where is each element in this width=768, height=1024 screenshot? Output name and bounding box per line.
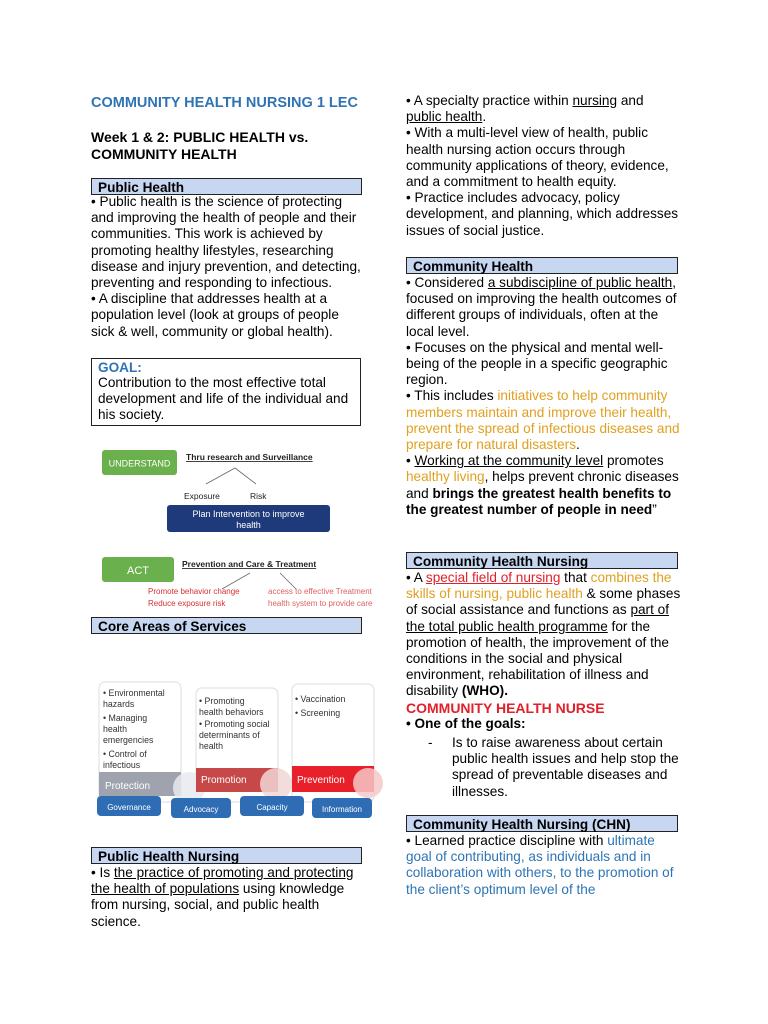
health-system-label: health system to provide care (268, 599, 373, 608)
prevention-items: • Vaccination • Screening (295, 694, 346, 718)
plan-intervention-line2: health (236, 520, 261, 530)
understand-label: UNDERSTAND (108, 458, 171, 469)
goal-dash: - (428, 735, 433, 750)
community-health-nursing-header: Community Health Nursing (406, 552, 678, 569)
risk-label: Risk (250, 491, 267, 501)
specialty-practice-text: • A specialty practice within nursing and public health. • With a multi-level view of health, public health nursing action occurs through community applications of theory, evidence, and a commitment to health equity. • Practice includes advocacy, policy development, and planning, which addresses issues of social justice. (406, 93, 679, 238)
capacity-label: Capacity (256, 803, 288, 812)
research-label: Thru research and Surveillance (186, 452, 313, 462)
core-areas-diagram (95, 680, 385, 820)
prevention-care-label: Prevention and Care & Treatment (182, 559, 317, 569)
exposure-label: Exposure (184, 491, 220, 501)
community-health-text: • Considered a subdiscipline of public health, focused on improving the health outcomes of different groups of individuals, often at the local level. • Focuses on the physical and mental well-being of the people in a specific geographic region. • This includes initiatives to help community members maintain and improve their health, prevent the spread of infectious diseases and prepare for natural disasters. • Working at the community level promotes healthy living, helps prevent chronic diseases and brings the greatest health benefits to the greatest number of people in need” (406, 275, 680, 517)
chn-header: Community Health Nursing (CHN) (406, 815, 678, 832)
document-subtitle: Week 1 & 2: PUBLIC HEALTH vs. COMMUNITY HEALTH (91, 129, 309, 162)
promote-behavior-label: Promote behavior change (148, 587, 240, 596)
chn-text: • Learned practice discipline with ultimate goal of contributing, as individuals and in collaboration with others, to the promotion of the client’s optimum level of the (406, 833, 674, 897)
public-health-header: Public Health (91, 178, 362, 195)
advocacy-label: Advocacy (183, 805, 219, 814)
governance-label: Governance (107, 803, 151, 812)
plan-intervention-line1: Plan Intervention to improve (192, 509, 305, 519)
access-treatment-label: access to effective Treatment (268, 587, 372, 596)
reduce-exposure-label: Reduce exposure risk (148, 599, 226, 608)
protection-label: Protection (105, 781, 151, 792)
understand-act-diagram (100, 444, 385, 614)
public-health-nursing-text: • Is the practice of promoting and protecting the health of populations using knowledge from nursing, social, and public health science. (91, 865, 354, 929)
information-label: Information (321, 805, 363, 814)
act-label: ACT (127, 565, 149, 577)
community-health-header: Community Health (406, 257, 678, 274)
public-health-definition: • Public health is the science of protecting and improving the health of people and their communities. This work is achieved by promoting healthy lifestyles, researching disease and injury prevention, and detecting, preventing and responding to infectious. • A discipline that addresses health at a population level (look at groups of people sick & well, community or global health). (91, 194, 361, 339)
community-health-nurse-title: COMMUNITY HEALTH NURSE (406, 699, 605, 716)
goal-label: GOAL: (98, 360, 142, 375)
document-title: COMMUNITY HEALTH NURSING 1 LEC (91, 95, 358, 111)
promotion-items: • Promoting health behaviors • Promoting social determinants of health (199, 696, 270, 751)
goal-text: Contribution to the most effective total development and life of the individual and his society. (98, 375, 349, 423)
goal-box (91, 358, 361, 426)
core-areas-header: Core Areas of Services (91, 617, 362, 634)
promotion-label: Promotion (201, 775, 247, 786)
goal-description: Is to raise awareness about certain public health issues and help stop the spread of preventable diseases and illnesses. (452, 735, 679, 799)
community-health-nursing-text: • A special field of nursing that combines the skills of nursing, public health & some phases of social assistance and functions as part of the total public health programme for the promotion of health, the improvement of the conditions in the social and physical environment, rehabilitation of illness and disability (WHO). COMMUNITY HEALTH NURSE • One of the goals: (406, 570, 681, 731)
protection-items: • Environmental hazards • Managing health emergencies • Control of infectious (103, 688, 165, 770)
public-health-nursing-header: Public Health Nursing (91, 847, 362, 864)
prevention-label: Prevention (297, 775, 345, 786)
